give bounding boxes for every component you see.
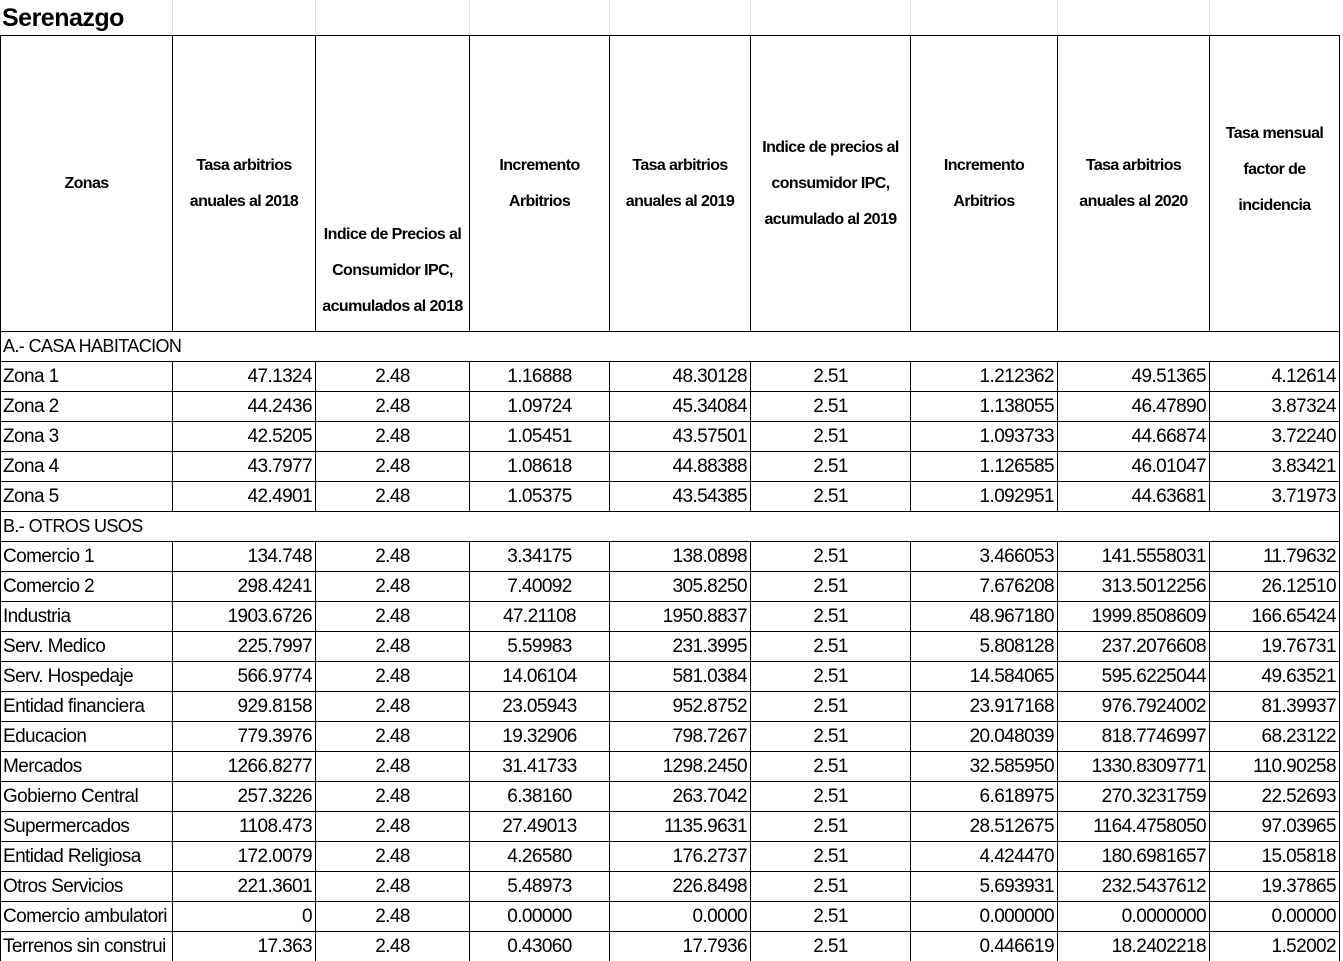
header-tasa-2019[interactable]: Tasa arbitrios anuales al 2019 (610, 36, 751, 332)
cell-tasa-2018[interactable]: 1903.6726 (173, 602, 316, 632)
cell-incremento-2020[interactable]: 1.092951 (911, 482, 1058, 512)
cell-tasa-2018[interactable]: 1266.8277 (173, 752, 316, 782)
header-row (1, 36, 1340, 332)
table-row (1, 452, 1340, 482)
cell-tasa-2019[interactable]: 305.8250 (610, 572, 751, 602)
table-row (1, 422, 1340, 452)
section-blank-cell[interactable] (470, 512, 610, 542)
cell-tasa-2019[interactable]: 44.88388 (610, 452, 751, 482)
cell-ipc-2019[interactable]: 2.51 (751, 392, 911, 422)
cell-zona[interactable]: Comercio ambulatori (1, 902, 173, 932)
section-blank-cell[interactable] (316, 332, 470, 362)
cell-incremento-2019[interactable]: 1.09724 (470, 392, 610, 422)
table-row (1, 632, 1340, 662)
section-blank-cell[interactable] (316, 512, 470, 542)
table-row (1, 692, 1340, 722)
cell-tasa-2019[interactable]: 226.8498 (610, 872, 751, 902)
cell-ipc-2019[interactable]: 2.51 (751, 932, 911, 961)
cell-incremento-2019[interactable]: 7.40092 (470, 572, 610, 602)
cell-zona[interactable]: Zona 3 (1, 422, 173, 452)
cell-tasa-2019[interactable]: 45.34084 (610, 392, 751, 422)
cell-incremento-2019[interactable]: 5.59983 (470, 632, 610, 662)
cell-ipc-2019[interactable]: 2.51 (751, 572, 911, 602)
cell-tasa-2018[interactable]: 1108.473 (173, 812, 316, 842)
cell-tasa-2019[interactable]: 138.0898 (610, 542, 751, 572)
cell-zona[interactable]: Entidad financiera (1, 692, 173, 722)
cell-zona[interactable]: Otros Servicios (1, 872, 173, 902)
cell-incremento-2020[interactable]: 14.584065 (911, 662, 1058, 692)
cell-tasa-mensual[interactable]: 19.76731 (1210, 632, 1340, 662)
cell-zona[interactable]: Entidad Religiosa (1, 842, 173, 872)
cell-tasa-2020[interactable]: 232.5437612 (1058, 872, 1210, 902)
cell-tasa-2020[interactable]: 818.7746997 (1058, 722, 1210, 752)
cell-incremento-2020[interactable]: 48.967180 (911, 602, 1058, 632)
cell-tasa-2019[interactable]: 176.2737 (610, 842, 751, 872)
table-row (1, 722, 1340, 752)
cell-tasa-2018[interactable]: 44.2436 (173, 392, 316, 422)
cell-tasa-mensual[interactable]: 4.12614 (1210, 362, 1340, 392)
cell-tasa-2018[interactable]: 779.3976 (173, 722, 316, 752)
cell-incremento-2020[interactable]: 28.512675 (911, 812, 1058, 842)
cell-tasa-2020[interactable]: 180.6981657 (1058, 842, 1210, 872)
cell-ipc-2019[interactable]: 2.51 (751, 482, 911, 512)
cell-ipc-2018[interactable]: 2.48 (316, 692, 470, 722)
cell-incremento-2019[interactable]: 0.00000 (470, 902, 610, 932)
cell-zona[interactable]: Comercio 1 (1, 542, 173, 572)
cell-tasa-2018[interactable]: 298.4241 (173, 572, 316, 602)
cell-tasa-mensual[interactable]: 22.52693 (1210, 782, 1340, 812)
cell-ipc-2018[interactable]: 2.48 (316, 782, 470, 812)
section-blank-cell[interactable] (751, 512, 911, 542)
cell-tasa-2019[interactable]: 798.7267 (610, 722, 751, 752)
cell-tasa-2019[interactable]: 43.54385 (610, 482, 751, 512)
cell-tasa-2020[interactable]: 49.51365 (1058, 362, 1210, 392)
cell-ipc-2019[interactable]: 2.51 (751, 842, 911, 872)
section-blank-cell[interactable] (610, 512, 751, 542)
cell-tasa-2018[interactable]: 172.0079 (173, 842, 316, 872)
header-tasa-mensual[interactable]: Tasa mensual factor de incidencia (1210, 36, 1340, 332)
cell-tasa-2018[interactable]: 0 (173, 902, 316, 932)
table-row (1, 752, 1340, 782)
cell-tasa-2018[interactable]: 47.1324 (173, 362, 316, 392)
cell-tasa-2019[interactable]: 43.57501 (610, 422, 751, 452)
cell-tasa-2019[interactable]: 231.3995 (610, 632, 751, 662)
cell-tasa-mensual[interactable]: 19.37865 (1210, 872, 1340, 902)
section-blank-cell[interactable] (1058, 332, 1210, 362)
cell-tasa-2020[interactable]: 595.6225044 (1058, 662, 1210, 692)
cell-tasa-2020[interactable]: 0.0000000 (1058, 902, 1210, 932)
cell-ipc-2019[interactable]: 2.51 (751, 632, 911, 662)
header-zonas[interactable]: Zonas (1, 36, 173, 332)
cell-ipc-2018[interactable]: 2.48 (316, 482, 470, 512)
cell-incremento-2020[interactable]: 32.585950 (911, 752, 1058, 782)
cell-tasa-2018[interactable]: 17.363 (173, 932, 316, 961)
cell-tasa-2018[interactable]: 225.7997 (173, 632, 316, 662)
cell-incremento-2020[interactable]: 6.618975 (911, 782, 1058, 812)
cell-tasa-2018[interactable]: 929.8158 (173, 692, 316, 722)
cell-incremento-2019[interactable]: 4.26580 (470, 842, 610, 872)
cell-tasa-mensual[interactable]: 11.79632 (1210, 542, 1340, 572)
cell-tasa-2019[interactable]: 1950.8837 (610, 602, 751, 632)
cell-tasa-2019[interactable]: 952.8752 (610, 692, 751, 722)
cell-zona[interactable]: Supermercados (1, 812, 173, 842)
cell-tasa-2020[interactable]: 44.63681 (1058, 482, 1210, 512)
cell-ipc-2018[interactable]: 2.48 (316, 542, 470, 572)
cell-ipc-2018[interactable]: 2.48 (316, 392, 470, 422)
cell-tasa-mensual[interactable]: 15.05818 (1210, 842, 1340, 872)
section-blank-cell[interactable] (751, 332, 911, 362)
section-row (1, 332, 1340, 362)
cell-incremento-2019[interactable]: 14.06104 (470, 662, 610, 692)
section-blank-cell[interactable] (610, 332, 751, 362)
cell-tasa-2019[interactable]: 1298.2450 (610, 752, 751, 782)
cell-ipc-2019[interactable]: 2.51 (751, 812, 911, 842)
cell-incremento-2020[interactable]: 1.138055 (911, 392, 1058, 422)
cell-incremento-2019[interactable]: 6.38160 (470, 782, 610, 812)
cell-zona[interactable]: Educacion (1, 722, 173, 752)
cell-ipc-2019[interactable]: 2.51 (751, 362, 911, 392)
cell-ipc-2018[interactable]: 2.48 (316, 662, 470, 692)
header-incremento-2019[interactable]: Incremento Arbitrios (470, 36, 610, 332)
cell-tasa-2020[interactable]: 18.2402218 (1058, 932, 1210, 961)
cell-ipc-2018[interactable]: 2.48 (316, 452, 470, 482)
cell-zona[interactable]: Zona 2 (1, 392, 173, 422)
cell-incremento-2020[interactable]: 5.693931 (911, 872, 1058, 902)
cell-tasa-2018[interactable]: 221.3601 (173, 872, 316, 902)
cell-ipc-2018[interactable]: 2.48 (316, 902, 470, 932)
table-row (1, 542, 1340, 572)
cell-tasa-mensual[interactable]: 1.52002 (1210, 932, 1340, 961)
cell-ipc-2018[interactable]: 2.48 (316, 362, 470, 392)
cell-tasa-2020[interactable]: 44.66874 (1058, 422, 1210, 452)
cell-incremento-2019[interactable]: 23.05943 (470, 692, 610, 722)
arbitrios-table (0, 35, 1340, 961)
table-row (1, 572, 1340, 602)
cell-tasa-mensual[interactable]: 97.03965 (1210, 812, 1340, 842)
cell-ipc-2018[interactable]: 2.48 (316, 932, 470, 961)
table-row (1, 482, 1340, 512)
cell-tasa-mensual[interactable]: 0.00000 (1210, 902, 1340, 932)
table-row (1, 932, 1340, 961)
cell-ipc-2018[interactable]: 2.48 (316, 632, 470, 662)
header-ipc-2019[interactable]: Indice de precios al consumidor IPC, acumulado al 2019 (751, 36, 911, 332)
cell-incremento-2020[interactable]: 1.212362 (911, 362, 1058, 392)
table-row (1, 812, 1340, 842)
cell-ipc-2019[interactable]: 2.51 (751, 422, 911, 452)
cell-tasa-mensual[interactable]: 3.83421 (1210, 452, 1340, 482)
cell-zona[interactable]: Mercados (1, 752, 173, 782)
cell-ipc-2018[interactable]: 2.48 (316, 812, 470, 842)
section-blank-cell[interactable] (1058, 512, 1210, 542)
section-label[interactable]: B.- OTROS USOS (1, 512, 173, 542)
cell-ipc-2019[interactable]: 2.51 (751, 872, 911, 902)
cell-tasa-2019[interactable]: 581.0384 (610, 662, 751, 692)
cell-tasa-2019[interactable]: 263.7042 (610, 782, 751, 812)
cell-tasa-2020[interactable]: 1164.4758050 (1058, 812, 1210, 842)
section-blank-cell[interactable] (1210, 512, 1340, 542)
cell-zona[interactable]: Terrenos sin construi (1, 932, 173, 961)
section-blank-cell[interactable] (911, 512, 1058, 542)
cell-tasa-2019[interactable]: 0.0000 (610, 902, 751, 932)
cell-ipc-2019[interactable]: 2.51 (751, 692, 911, 722)
cell-incremento-2019[interactable]: 1.08618 (470, 452, 610, 482)
cell-zona[interactable]: Gobierno Central (1, 782, 173, 812)
cell-tasa-mensual[interactable]: 110.90258 (1210, 752, 1340, 782)
cell-tasa-mensual[interactable]: 68.23122 (1210, 722, 1340, 752)
cell-incremento-2019[interactable]: 27.49013 (470, 812, 610, 842)
cell-incremento-2020[interactable]: 0.446619 (911, 932, 1058, 961)
cell-ipc-2019[interactable]: 2.51 (751, 542, 911, 572)
cell-incremento-2019[interactable]: 0.43060 (470, 932, 610, 961)
table-row (1, 902, 1340, 932)
cell-tasa-2018[interactable]: 42.5205 (173, 422, 316, 452)
cell-zona[interactable]: Serv. Hospedaje (1, 662, 173, 692)
table-row (1, 662, 1340, 692)
cell-ipc-2019[interactable]: 2.51 (751, 602, 911, 632)
cell-incremento-2020[interactable]: 1.126585 (911, 452, 1058, 482)
cell-incremento-2019[interactable]: 47.21108 (470, 602, 610, 632)
table-row (1, 362, 1340, 392)
cell-zona[interactable]: Zona 4 (1, 452, 173, 482)
cell-ipc-2019[interactable]: 2.51 (751, 902, 911, 932)
header-tasa-2020[interactable]: Tasa arbitrios anuales al 2020 (1058, 36, 1210, 332)
cell-ipc-2018[interactable]: 2.48 (316, 572, 470, 602)
cell-incremento-2019[interactable]: 19.32906 (470, 722, 610, 752)
cell-tasa-2020[interactable]: 270.3231759 (1058, 782, 1210, 812)
cell-tasa-2020[interactable]: 237.2076608 (1058, 632, 1210, 662)
cell-tasa-mensual[interactable]: 3.72240 (1210, 422, 1340, 452)
cell-incremento-2019[interactable]: 3.34175 (470, 542, 610, 572)
cell-ipc-2018[interactable]: 2.48 (316, 602, 470, 632)
cell-ipc-2018[interactable]: 2.48 (316, 752, 470, 782)
cell-tasa-2020[interactable]: 1330.8309771 (1058, 752, 1210, 782)
cell-incremento-2019[interactable]: 5.48973 (470, 872, 610, 902)
cell-incremento-2020[interactable]: 20.048039 (911, 722, 1058, 752)
cell-incremento-2019[interactable]: 1.05375 (470, 482, 610, 512)
cell-zona[interactable]: Serv. Medico (1, 632, 173, 662)
cell-ipc-2019[interactable]: 2.51 (751, 662, 911, 692)
header-incremento-2020[interactable]: Incremento Arbitrios (911, 36, 1058, 332)
cell-tasa-mensual[interactable]: 3.87324 (1210, 392, 1340, 422)
cell-incremento-2019[interactable]: 1.16888 (470, 362, 610, 392)
cell-incremento-2020[interactable]: 23.917168 (911, 692, 1058, 722)
table-row (1, 602, 1340, 632)
section-blank-cell[interactable] (1210, 332, 1340, 362)
cell-zona[interactable]: Comercio 2 (1, 572, 173, 602)
section-blank-cell[interactable] (173, 332, 316, 362)
cell-ipc-2018[interactable]: 2.48 (316, 422, 470, 452)
section-label[interactable]: A.- CASA HABITACION (1, 332, 173, 362)
cell-zona[interactable]: Zona 5 (1, 482, 173, 512)
cell-incremento-2019[interactable]: 1.05451 (470, 422, 610, 452)
cell-incremento-2020[interactable]: 5.808128 (911, 632, 1058, 662)
cell-ipc-2019[interactable]: 2.51 (751, 452, 911, 482)
cell-tasa-2020[interactable]: 46.01047 (1058, 452, 1210, 482)
table-row (1, 872, 1340, 902)
table-row (1, 842, 1340, 872)
sheet-title: Serenazgo (2, 2, 124, 34)
cell-incremento-2020[interactable]: 0.000000 (911, 902, 1058, 932)
table-row (1, 782, 1340, 812)
cell-tasa-2019[interactable]: 1135.9631 (610, 812, 751, 842)
cell-tasa-2019[interactable]: 48.30128 (610, 362, 751, 392)
cell-ipc-2018[interactable]: 2.48 (316, 722, 470, 752)
cell-tasa-2018[interactable]: 566.9774 (173, 662, 316, 692)
cell-tasa-mensual[interactable]: 49.63521 (1210, 662, 1340, 692)
header-ipc-2018[interactable]: Indice de Precios al Consumidor IPC, acumulados al 2018 (316, 36, 470, 332)
cell-zona[interactable]: Zona 1 (1, 362, 173, 392)
cell-tasa-2018[interactable]: 257.3226 (173, 782, 316, 812)
cell-tasa-2020[interactable]: 141.5558031 (1058, 542, 1210, 572)
cell-tasa-2020[interactable]: 313.5012256 (1058, 572, 1210, 602)
header-tasa-2018[interactable]: Tasa arbitrios anuales al 2018 (173, 36, 316, 332)
section-blank-cell[interactable] (173, 512, 316, 542)
section-row (1, 512, 1340, 542)
cell-ipc-2018[interactable]: 2.48 (316, 872, 470, 902)
section-blank-cell[interactable] (470, 332, 610, 362)
cell-ipc-2019[interactable]: 2.51 (751, 722, 911, 752)
cell-tasa-2020[interactable]: 46.47890 (1058, 392, 1210, 422)
cell-tasa-mensual[interactable]: 26.12510 (1210, 572, 1340, 602)
section-blank-cell[interactable] (911, 332, 1058, 362)
table-row (1, 392, 1340, 422)
cell-tasa-2020[interactable]: 1999.8508609 (1058, 602, 1210, 632)
cell-incremento-2020[interactable]: 7.676208 (911, 572, 1058, 602)
cell-incremento-2019[interactable]: 31.41733 (470, 752, 610, 782)
cell-zona[interactable]: Industria (1, 602, 173, 632)
cell-tasa-mensual[interactable]: 166.65424 (1210, 602, 1340, 632)
cell-ipc-2018[interactable]: 2.48 (316, 842, 470, 872)
cell-incremento-2020[interactable]: 3.466053 (911, 542, 1058, 572)
cell-tasa-mensual[interactable]: 81.39937 (1210, 692, 1340, 722)
cell-tasa-2018[interactable]: 42.4901 (173, 482, 316, 512)
cell-tasa-2019[interactable]: 17.7936 (610, 932, 751, 961)
cell-ipc-2019[interactable]: 2.51 (751, 782, 911, 812)
cell-tasa-2018[interactable]: 134.748 (173, 542, 316, 572)
cell-incremento-2020[interactable]: 1.093733 (911, 422, 1058, 452)
cell-tasa-2020[interactable]: 976.7924002 (1058, 692, 1210, 722)
cell-tasa-2018[interactable]: 43.7977 (173, 452, 316, 482)
cell-ipc-2019[interactable]: 2.51 (751, 752, 911, 782)
cell-tasa-mensual[interactable]: 3.71973 (1210, 482, 1340, 512)
cell-incremento-2020[interactable]: 4.424470 (911, 842, 1058, 872)
